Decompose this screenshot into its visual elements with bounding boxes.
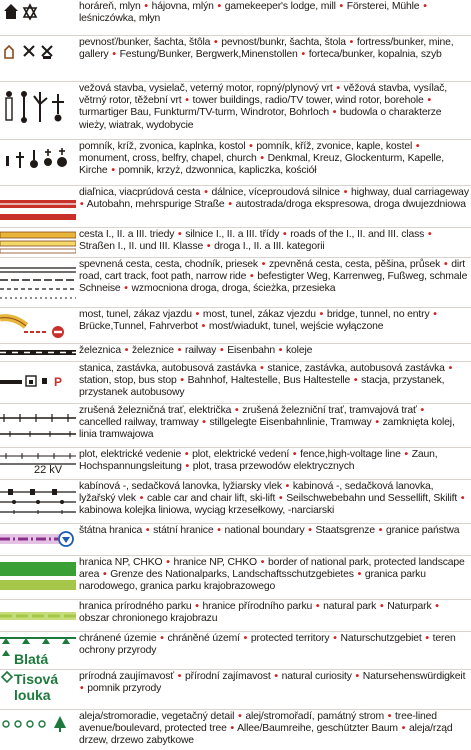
bullet-separator: • bbox=[415, 141, 420, 152]
tower-icon bbox=[6, 91, 12, 120]
legend-term: železnice bbox=[131, 345, 174, 356]
bullet-separator: • bbox=[420, 405, 424, 416]
legend-term: diaľnica, viacprúdová cesta bbox=[79, 187, 201, 198]
bullet-separator: • bbox=[180, 375, 184, 387]
legend-term: fence,high-voltage line bbox=[300, 449, 401, 460]
bullet-separator: • bbox=[235, 405, 239, 416]
legend-term: leśniczówka, młyn bbox=[79, 13, 161, 25]
bullet-separator: • bbox=[285, 481, 290, 492]
legend-term: bridge, tunnel, no entry bbox=[326, 309, 430, 320]
legend-row-border bbox=[0, 524, 471, 556]
legend-text bbox=[79, 711, 469, 748]
chapel-icon bbox=[44, 149, 52, 166]
bullet-separator: • bbox=[185, 95, 189, 107]
railway-station-line-icon bbox=[0, 380, 22, 384]
stop-icon bbox=[42, 378, 47, 384]
monument-icon bbox=[6, 156, 9, 166]
gallery-icon bbox=[42, 46, 52, 59]
legend-symbol-railway bbox=[0, 344, 76, 361]
legend-term: Seilschwebebahn und Sessellift, Skilift bbox=[286, 493, 458, 505]
legend-symbol-trees bbox=[0, 710, 76, 750]
legend-term: státní hranice bbox=[153, 525, 214, 536]
bullet-separator: • bbox=[425, 633, 429, 644]
bullet-separator: • bbox=[261, 259, 266, 270]
bus-stop-icon bbox=[54, 375, 62, 389]
bullet-separator: • bbox=[349, 37, 354, 48]
station-icon bbox=[26, 376, 36, 386]
legend-row-national-park bbox=[0, 556, 471, 600]
bullet-separator: • bbox=[214, 37, 218, 48]
legend-term: natural curiosity bbox=[281, 671, 352, 682]
legend-term: silnice I., II. a III. třídy bbox=[185, 229, 280, 240]
legend-text bbox=[79, 481, 469, 518]
legend-term: obszar chronionego krajobrazu bbox=[79, 613, 218, 625]
bullet-separator: • bbox=[145, 525, 150, 536]
legend-term: teren ochrony przyrody bbox=[79, 633, 456, 657]
bullet-separator: • bbox=[243, 633, 248, 644]
nature-park-border-icon bbox=[0, 612, 76, 620]
bullet-separator: • bbox=[404, 449, 408, 460]
curiosity-label-text: Tisová louka bbox=[14, 671, 59, 703]
legend-term: protected territory bbox=[250, 633, 330, 644]
bullet-separator: • bbox=[433, 309, 437, 320]
bullet-separator: • bbox=[144, 1, 148, 12]
bullet-separator: • bbox=[460, 493, 465, 505]
legend-term: plot, trasa przewodów elektrycznych bbox=[192, 461, 355, 473]
legend-term: hranice NP, CHKO bbox=[173, 557, 257, 568]
legend-row-roads bbox=[0, 228, 471, 258]
legend-row-cancelled-railway bbox=[0, 404, 471, 448]
legend-row-protected bbox=[0, 632, 471, 670]
legend-text bbox=[79, 37, 469, 61]
legend-term: pomnik przyrody bbox=[87, 683, 162, 695]
legend-term: zamknięta kolej, linia tramwajowa bbox=[79, 417, 455, 441]
bullet-separator: • bbox=[333, 633, 337, 644]
legend-term: vežová stavba, vysielač, veterný motor, ropný/plynový vrt bbox=[79, 83, 333, 94]
legend-term: kabínová -, sedačková lanovka, lyžiarsky vlek bbox=[79, 481, 282, 492]
legend-row-monument bbox=[0, 140, 471, 186]
legend-term: Denkmal, Kreuz, Glockenturm, Kapelle, Kirche bbox=[79, 153, 444, 177]
legend-symbol-national-park bbox=[0, 556, 76, 599]
legend-term: zpevněná cesta, cesta, pěšina, průsek bbox=[268, 259, 441, 270]
legend-term: natural park bbox=[323, 601, 377, 612]
legend-term: prírodná zaujímavosť bbox=[79, 671, 175, 682]
bullet-separator: • bbox=[230, 723, 234, 735]
bullet-separator: • bbox=[177, 345, 182, 356]
borehole-icon bbox=[52, 94, 64, 122]
bullet-separator: • bbox=[378, 525, 383, 536]
legend-term: border of national park, protected landscape area bbox=[79, 557, 465, 581]
legend-term: Eisenbahn bbox=[227, 345, 275, 356]
bullet-separator: • bbox=[102, 569, 107, 581]
legend-row-nature-park bbox=[0, 600, 471, 632]
legend-row-cable-car bbox=[0, 480, 471, 524]
bullet-separator: • bbox=[443, 259, 448, 270]
legend-text bbox=[79, 449, 469, 473]
legend-symbol-bunker bbox=[0, 36, 76, 81]
bullet-separator: • bbox=[448, 363, 453, 374]
legend-term: dálnice, víceproudová silnice bbox=[211, 187, 340, 198]
bullet-separator: • bbox=[308, 525, 312, 536]
mill-icon bbox=[24, 5, 36, 19]
legend-term: station, stop, bus stop bbox=[79, 375, 177, 387]
legend-term: pomník, kříž, zvonice, kaple, kostel bbox=[256, 141, 413, 152]
legend-term: most, tunel, zákaz vjezdu bbox=[202, 309, 316, 320]
legend-text bbox=[79, 557, 469, 594]
mine-icon bbox=[24, 46, 34, 56]
bullet-separator: • bbox=[219, 345, 224, 356]
legend-text bbox=[79, 83, 469, 132]
legend-term: Naturpark bbox=[387, 601, 432, 612]
legend-term: horáreň, mlyn bbox=[79, 1, 141, 12]
legend-text bbox=[79, 187, 469, 211]
legend-term: chráněné území bbox=[167, 633, 240, 644]
bullet-separator: • bbox=[195, 309, 200, 320]
bullet-separator: • bbox=[292, 449, 297, 460]
bullet-separator: • bbox=[80, 683, 84, 695]
cross-icon bbox=[16, 152, 24, 168]
legend-text bbox=[79, 633, 469, 657]
bullet-separator: • bbox=[319, 309, 324, 320]
legend-symbol-border bbox=[0, 524, 76, 555]
legend-term: monument, cross, belfry, chapel, church bbox=[79, 153, 257, 165]
legend-term: spevnená cesta, cesta, chodník, priesek bbox=[79, 259, 258, 270]
legend-term: aleja/rząd drzew, drzewo zabytkowe bbox=[79, 723, 453, 747]
lodge-icon bbox=[4, 4, 18, 19]
legend-term: zrušená železničná trať, električka bbox=[79, 405, 232, 416]
legend-term: cancelled railway, tramway bbox=[79, 417, 199, 429]
bullet-separator: • bbox=[217, 1, 221, 12]
legend-symbol-mill bbox=[0, 0, 76, 35]
legend-row-station bbox=[0, 362, 471, 404]
bullet-separator: • bbox=[201, 321, 206, 333]
legend-term: hranica NP, CHKO bbox=[79, 557, 163, 568]
legend-term: stanica, zastávka, autobusová zastávka bbox=[79, 363, 257, 374]
bullet-separator: • bbox=[139, 493, 144, 505]
bullet-separator: • bbox=[375, 417, 379, 429]
legend-term: plot, elektrické vedenie bbox=[79, 449, 182, 460]
legend-term: wzmocniona droga, droga, ścieżka, przesieka bbox=[131, 283, 336, 295]
legend-term: Brücke,Tunnel, Fahrverbot bbox=[79, 321, 198, 333]
legend-term: budowla o charakterze wieży, wiatrak, wydobycie bbox=[79, 107, 442, 131]
bullet-separator: • bbox=[379, 601, 384, 612]
radio-tower-icon bbox=[21, 91, 27, 123]
legend-text bbox=[79, 345, 469, 357]
bullet-separator: • bbox=[387, 711, 392, 722]
tramway-icon bbox=[0, 431, 76, 437]
bullet-separator: • bbox=[355, 671, 360, 682]
bullet-separator: • bbox=[279, 493, 283, 505]
legend-term: autostrada/droga ekspresowa, droga dwujezdniowa bbox=[235, 199, 466, 211]
legend-text bbox=[79, 601, 469, 625]
legend-term: Straßen I., II. und III. Klasse bbox=[79, 241, 204, 253]
bullet-separator: • bbox=[228, 199, 232, 211]
legend-symbol-highway bbox=[0, 186, 76, 227]
legend-term: Natursehenswürdigkeit bbox=[362, 671, 466, 682]
legend-term: pevnost/bunkr, šachta, štola bbox=[221, 37, 346, 48]
bullet-separator: • bbox=[260, 363, 264, 374]
border-crossing-icon bbox=[59, 532, 73, 546]
legend-term: pevnosť/bunker, šachta, štôla bbox=[79, 37, 211, 48]
legend-symbol-station bbox=[0, 362, 76, 403]
legend-term: plot, elektrické vedení bbox=[192, 449, 290, 460]
bullet-separator: • bbox=[260, 557, 265, 568]
path-types-icon bbox=[0, 268, 76, 298]
bullet-separator: • bbox=[206, 241, 211, 253]
legend-symbol-natural-curiosity bbox=[0, 670, 76, 709]
legend-row-railway bbox=[0, 344, 471, 362]
legend-term: Staatsgrenze bbox=[315, 525, 375, 536]
bullet-separator: • bbox=[202, 417, 206, 429]
curiosity-label bbox=[14, 671, 74, 703]
legend-text bbox=[79, 1, 469, 25]
legend-term: most, tunel, zákaz vjazdu bbox=[79, 309, 192, 320]
legend-term: železnica bbox=[79, 345, 121, 356]
legend-symbol-paths bbox=[0, 258, 76, 307]
legend-term: Autobahn, mehrspurige Straße bbox=[86, 199, 225, 211]
legend-term: Festung/Bunker, Bergwerk,Minenstollen bbox=[119, 49, 298, 61]
legend-term: granice państwa bbox=[385, 525, 460, 536]
cancelled-railway-icon bbox=[0, 414, 76, 422]
legend-term: stacja, przystanek, przystanek autobusowy bbox=[79, 375, 445, 399]
legend-symbol-cancelled-railway bbox=[0, 404, 76, 447]
legend-symbol-cable-car bbox=[0, 480, 76, 523]
protected-area-border-icon bbox=[0, 638, 76, 644]
curiosity-diamond-icon bbox=[2, 672, 12, 682]
road-class-icon bbox=[0, 232, 76, 253]
legend-term: chránené územie bbox=[79, 633, 157, 644]
legend-term: tree-lined avenue/boulevard, protected tree bbox=[79, 711, 437, 735]
bullet-separator: • bbox=[427, 95, 431, 107]
legend-term: Zaun, Hochspannungsleitung bbox=[79, 449, 438, 473]
bullet-separator: • bbox=[435, 601, 439, 612]
bullet-separator: • bbox=[260, 153, 264, 165]
legend-term: Bahnhof, Haltestelle, Bus Haltestelle bbox=[187, 375, 351, 387]
legend-term: granica parku narodowego, granica parku krajobrazowego bbox=[79, 569, 426, 593]
protected-tree-icon bbox=[54, 716, 66, 732]
legend-text bbox=[79, 229, 469, 253]
legend-term: Naturschutzgebiet bbox=[340, 633, 422, 644]
bridge-icon bbox=[0, 318, 26, 326]
legend-row-natural-curiosity bbox=[0, 670, 471, 710]
legend-term: pomnik, krzyż, dzwonnica, kapliczka, kościół bbox=[118, 165, 317, 177]
bullet-separator: • bbox=[427, 229, 432, 240]
national-park-border-icon bbox=[0, 562, 76, 590]
no-entry-icon bbox=[52, 326, 64, 338]
legend-term: koleje bbox=[286, 345, 313, 356]
bullet-separator: • bbox=[339, 1, 344, 12]
bullet-separator: • bbox=[195, 601, 199, 612]
bullet-separator: • bbox=[401, 723, 406, 735]
legend-symbol-fence bbox=[0, 448, 76, 479]
bullet-separator: • bbox=[343, 187, 348, 198]
legend-text bbox=[79, 259, 469, 296]
legend-term: befestigter Weg, Karrenweg, Fußweg, schmale Schneise bbox=[79, 271, 468, 295]
cable-car-icon bbox=[0, 489, 76, 495]
legend-term: stillgelegte Eisenbahnlinie, Tramway bbox=[209, 417, 372, 429]
legend-term: cesta I., II. a III. triedy bbox=[79, 229, 175, 240]
bullet-separator: • bbox=[80, 199, 84, 211]
legend-term: droga I., II. a III. kategorii bbox=[214, 241, 325, 253]
legend-term: gamekeeper's lodge, mill bbox=[224, 1, 336, 12]
railway-line-icon bbox=[0, 350, 76, 355]
legend-row-bunker bbox=[0, 36, 471, 82]
voltage-label: 22 kV bbox=[34, 464, 63, 476]
fortress-icon bbox=[5, 46, 13, 58]
ski-lift-icon bbox=[0, 510, 76, 514]
legend-term: railway bbox=[184, 345, 217, 356]
legend-term: věžová stavba, vysílač, větrný rotor, těžební vrt bbox=[79, 83, 448, 107]
legend-symbol-protected bbox=[0, 632, 76, 669]
legend-term: cable car and chair lift, ski-lift bbox=[146, 493, 276, 505]
legend-text bbox=[79, 525, 469, 537]
legend-symbol-bridge bbox=[0, 308, 76, 343]
legend-row-towers bbox=[0, 82, 471, 140]
legend-symbol-nature-park bbox=[0, 600, 76, 631]
bullet-separator: • bbox=[336, 83, 340, 94]
legend-term: national boundary bbox=[224, 525, 305, 536]
bullet-separator: • bbox=[217, 525, 221, 536]
legend-term: kabinová -, sedačková lanovka, lyžařský vlek bbox=[79, 481, 434, 505]
legend-term: štátna hranica bbox=[79, 525, 143, 536]
bullet-separator: • bbox=[124, 283, 128, 295]
legend-term: pomník, kríž, zvonica, kaplnka, kostol bbox=[79, 141, 246, 152]
legend-row-bridge bbox=[0, 308, 471, 344]
bullet-separator: • bbox=[238, 711, 242, 722]
bullet-separator: • bbox=[160, 633, 164, 644]
bullet-separator: • bbox=[332, 107, 337, 119]
bullet-separator: • bbox=[357, 569, 362, 581]
legend-term: highway, dual carriageway bbox=[350, 187, 469, 198]
legend-term: tower buildings, radio/TV tower, wind rotor, borehole bbox=[192, 95, 424, 107]
bullet-separator: • bbox=[184, 449, 189, 460]
legend-term: přírodní zajímavost bbox=[185, 671, 271, 682]
bullet-separator: • bbox=[423, 1, 427, 12]
bullet-separator: • bbox=[112, 49, 116, 61]
bullet-separator: • bbox=[315, 601, 320, 612]
protected-area-marker-icon bbox=[2, 650, 10, 656]
legend-text bbox=[79, 309, 469, 333]
legend-term: zrušená železniční trať, tramvajová trať bbox=[242, 405, 417, 416]
bullet-separator: • bbox=[278, 345, 283, 356]
bullet-separator: • bbox=[283, 229, 287, 240]
national-boundary-icon bbox=[0, 534, 66, 544]
bullet-separator: • bbox=[166, 557, 170, 568]
legend-term: fortress/bunker, mine, gallery bbox=[79, 37, 454, 61]
legend-row-highway bbox=[0, 186, 471, 228]
legend-term: aleja/stromoradie, vegetačný detail bbox=[79, 711, 235, 722]
legend-term: Försterei, Mühle bbox=[346, 1, 420, 12]
legend-text bbox=[79, 405, 469, 442]
legend-term: Grenze des Nationalparks, Landschaftsschutzgebietes bbox=[110, 569, 354, 581]
svg-text:P: P bbox=[54, 375, 63, 389]
protected-area-label: Blatá bbox=[14, 651, 49, 667]
legend-term: turmartiger Bau, Funkturm/TV-turm, Windrotor, Bohrloch bbox=[79, 107, 330, 119]
legend-row-paths bbox=[0, 258, 471, 308]
wind-rotor-icon bbox=[34, 92, 47, 122]
bullet-separator: • bbox=[178, 229, 182, 240]
legend-term: roads of the I., II. and III. class bbox=[290, 229, 425, 240]
legend-row-fence bbox=[0, 448, 471, 480]
legend-text bbox=[79, 363, 469, 400]
legend-term: kabinowa kolejka liniowa, wyciąg krzesełkowy, -narciarski bbox=[79, 505, 335, 517]
legend-term: Allee/Baumreihe, geschützter Baum bbox=[237, 723, 398, 735]
church-icon bbox=[57, 148, 67, 167]
legend-text bbox=[79, 671, 469, 695]
legend-term: hranica prírodného parku bbox=[79, 601, 192, 612]
bullet-separator: • bbox=[274, 671, 278, 682]
legend-symbol-monument bbox=[0, 140, 76, 185]
bullet-separator: • bbox=[353, 375, 358, 387]
belfry-icon bbox=[30, 150, 38, 168]
tree-avenue-icon bbox=[3, 721, 45, 727]
bullet-separator: • bbox=[177, 671, 182, 682]
highway-line-icon bbox=[0, 200, 76, 220]
legend-symbol-roads bbox=[0, 228, 76, 257]
legend-term: alej/stromořadí, památný strom bbox=[245, 711, 385, 722]
legend-symbol-towers bbox=[0, 82, 76, 139]
legend-term: hranice přírodního parku bbox=[202, 601, 313, 612]
legend-row-mill bbox=[0, 0, 471, 36]
bullet-separator: • bbox=[185, 461, 189, 473]
legend-term: dirt road, cart track, foot path, narrow ride bbox=[79, 259, 466, 283]
legend-text bbox=[79, 141, 469, 178]
fence-icon bbox=[0, 453, 76, 459]
bullet-separator: • bbox=[124, 345, 129, 356]
bullet-separator: • bbox=[301, 49, 305, 61]
bullet-separator: • bbox=[204, 187, 208, 198]
legend-term: most/wiadukt, tunel, wejście wyłączone bbox=[208, 321, 384, 333]
legend-row-trees bbox=[0, 710, 471, 750]
legend-term: stanice, zastávka, autobusová zastávka bbox=[267, 363, 445, 374]
bullet-separator: • bbox=[249, 141, 253, 152]
bullet-separator: • bbox=[250, 271, 254, 283]
legend-term: hájovna, mlýn bbox=[151, 1, 214, 12]
bullet-separator: • bbox=[111, 165, 115, 177]
legend-term: forteca/bunker, kopalnia, szyb bbox=[308, 49, 442, 61]
chair-lift-icon bbox=[0, 500, 76, 504]
